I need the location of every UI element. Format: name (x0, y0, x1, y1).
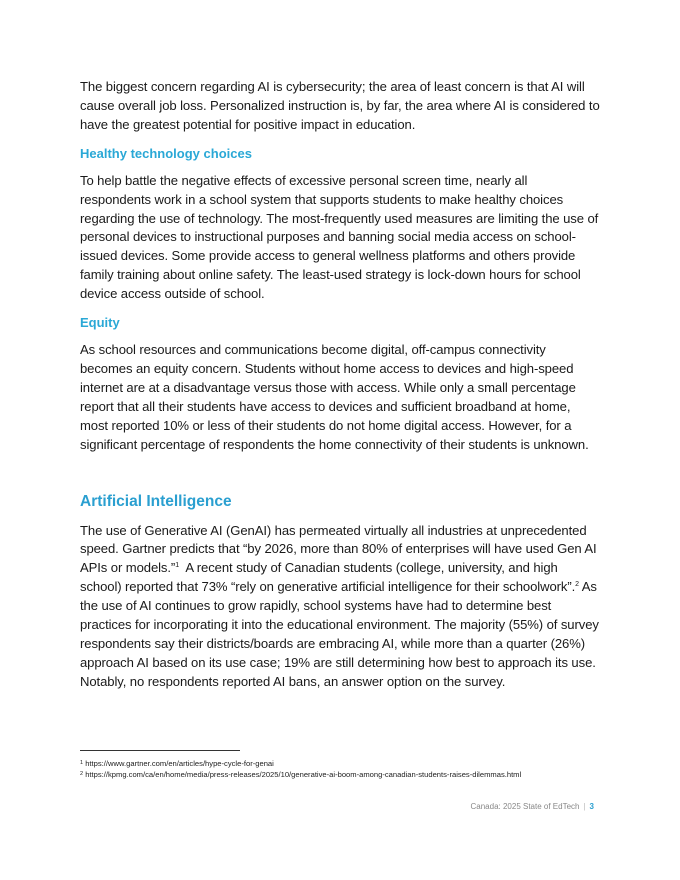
equity-paragraph: As school resources and communications become digital, off-campus connectivity becomes an equity concern. Students without home access to devices and high-speed internet are at a disadvantage versus those with access. While only a small percentage report that all their students have access to devices and sufficient broadband at home, most reported 10% or less of their students do not home digital access. However, for a significant percentage of respondents the home connectivity of their students is unknown. (80, 342, 589, 452)
page-number: 3 (589, 802, 594, 811)
healthy-tech-heading: Healthy technology choices (80, 145, 252, 161)
footnote-1 (80, 758, 620, 769)
footnote-number: 2 (80, 771, 84, 777)
ai-text-part2: A recent study of Canadian students (college, university, and high school) reported that 73% “rely on generative artificial intelligence for their schoolwork”. (80, 560, 576, 595)
equity-heading: Equity (80, 315, 120, 331)
footer-separator: | (583, 802, 586, 811)
footnote-ref-1[interactable]: 1 (175, 562, 179, 570)
healthy-tech-paragraph: To help battle the negative effects of excessive personal screen time, nearly all respondents work in a school system that supports students to make healthy choices regarding the use of technology. The most-frequently used measures are limiting the use of personal devices to instructional purposes and banning social media access on school-issued devices. Some provide access to general wellness platforms and others provide family training about online safety. The least-used strategy is lock-down hours for school device access outside of school. (80, 172, 599, 302)
footnote-divider (80, 750, 240, 751)
footnotes (80, 758, 620, 780)
footnote-2 (80, 769, 620, 780)
footer-doc-title: Canada: 2025 State of EdTech (470, 802, 580, 811)
ai-text-part3: As the use of AI continues to grow rapidly, school systems have had to determine best practices for incorporating it into the educational environment. The majority (55%) of survey respondents say their districts/boards are embracing AI, while more than a quarter (26%) approach AI based on its use case; 19% are still determining how best to approach its use. Notably, no respondents reported AI bans, an answer option on the survey. (80, 579, 599, 689)
ai-section-title: Artificial Intelligence (80, 492, 232, 510)
footnote-number: 1 (80, 760, 84, 766)
page-footer (471, 802, 595, 811)
page-content (80, 78, 600, 692)
footnote-link[interactable]: https://www.gartner.com/en/articles/hype-cycle-for-genai (85, 759, 274, 768)
footnote-link[interactable]: https://kpmg.com/ca/en/home/media/press-releases/2025/10/generative-ai-boom-among-canadian-students-raises-dilemmas.html (85, 770, 522, 779)
ai-text-part1: The use of Generative AI (GenAI) has permeated virtually all industries at unprecedented speed. Gartner predicts that “by 2026, more than 80% of enterprises will have used Gen AI APIs or models.” (80, 522, 597, 576)
intro-paragraph: The biggest concern regarding AI is cybersecurity; the area of least concern is that AI will cause overall job loss. Personalized instruction is, by far, the area where AI is considered to have the greatest potential for positive impact in education. (80, 79, 600, 132)
footnote-ref-2[interactable]: 2 (575, 581, 579, 589)
ai-paragraph (80, 522, 600, 692)
